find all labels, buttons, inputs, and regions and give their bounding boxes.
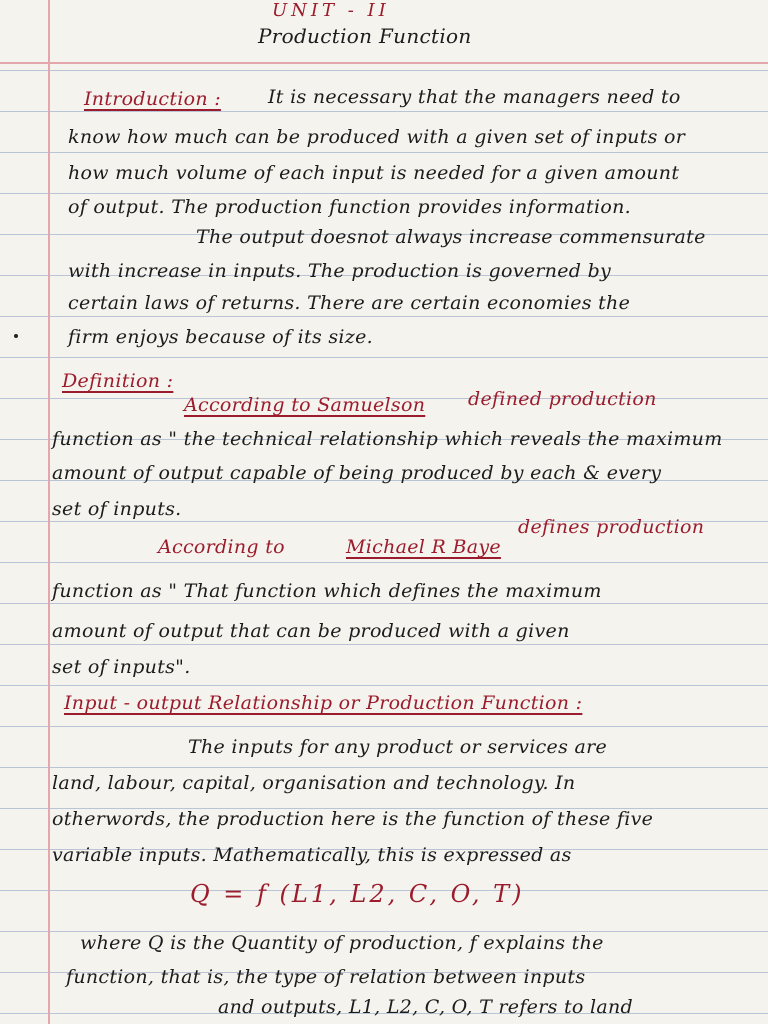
baye-lead: According to <box>158 536 285 558</box>
margin-line <box>48 0 50 1024</box>
intro-line: of output. The production function provides information. <box>68 196 631 218</box>
intro-line: It is necessary that the managers need to <box>268 86 681 108</box>
baye-line: defines production <box>518 516 705 538</box>
io-after-line: function, that is, the type of relation between inputs <box>66 966 586 988</box>
header-rule <box>0 62 768 64</box>
samuelson-lead: According to Samuelson <box>184 394 426 416</box>
io-line: variable inputs. Mathematically, this is expressed as <box>52 844 572 866</box>
unit-label: UNIT - II <box>272 0 390 21</box>
intro-line: certain laws of returns. There are certain economies the <box>68 292 631 314</box>
baye-line: amount of output that can be produced with a given <box>52 620 570 642</box>
intro-line: with increase in inputs. The production is governed by <box>68 260 612 282</box>
page-title: Production Function <box>258 24 472 48</box>
margin-bullet <box>14 334 18 338</box>
samuelson-line: defined production <box>468 388 657 410</box>
io-heading: Input - output Relationship or Production Function : <box>64 692 583 714</box>
baye-name: Michael R Baye <box>346 536 501 558</box>
samuelson-line: amount of output capable of being produced by each & every <box>52 462 662 484</box>
production-formula: Q = f (L1, L2, C, O, T) <box>190 880 525 908</box>
io-line: land, labour, capital, organisation and technology. In <box>52 772 576 794</box>
intro-line: The output doesnot always increase commensurate <box>196 226 706 248</box>
io-line: otherwords, the production here is the function of these five <box>52 808 654 830</box>
io-line: The inputs for any product or services are <box>188 736 608 758</box>
samuelson-line: set of inputs. <box>52 498 182 520</box>
intro-line: firm enjoys because of its size. <box>68 326 373 348</box>
intro-line: know how much can be produced with a given set of inputs or <box>68 126 686 148</box>
baye-line: set of inputs". <box>52 656 191 678</box>
definition-heading: Definition : <box>62 370 174 392</box>
intro-heading: Introduction : <box>84 88 221 110</box>
intro-line: how much volume of each input is needed for a given amount <box>68 162 680 184</box>
io-after-line: where Q is the Quantity of production, f explains the <box>80 932 604 954</box>
samuelson-line: function as " the technical relationship which reveals the maximum <box>52 428 723 450</box>
io-after-line: and outputs, L1, L2, C, O, T refers to land <box>218 996 633 1018</box>
baye-line: function as " That function which defines the maximum <box>52 580 602 602</box>
